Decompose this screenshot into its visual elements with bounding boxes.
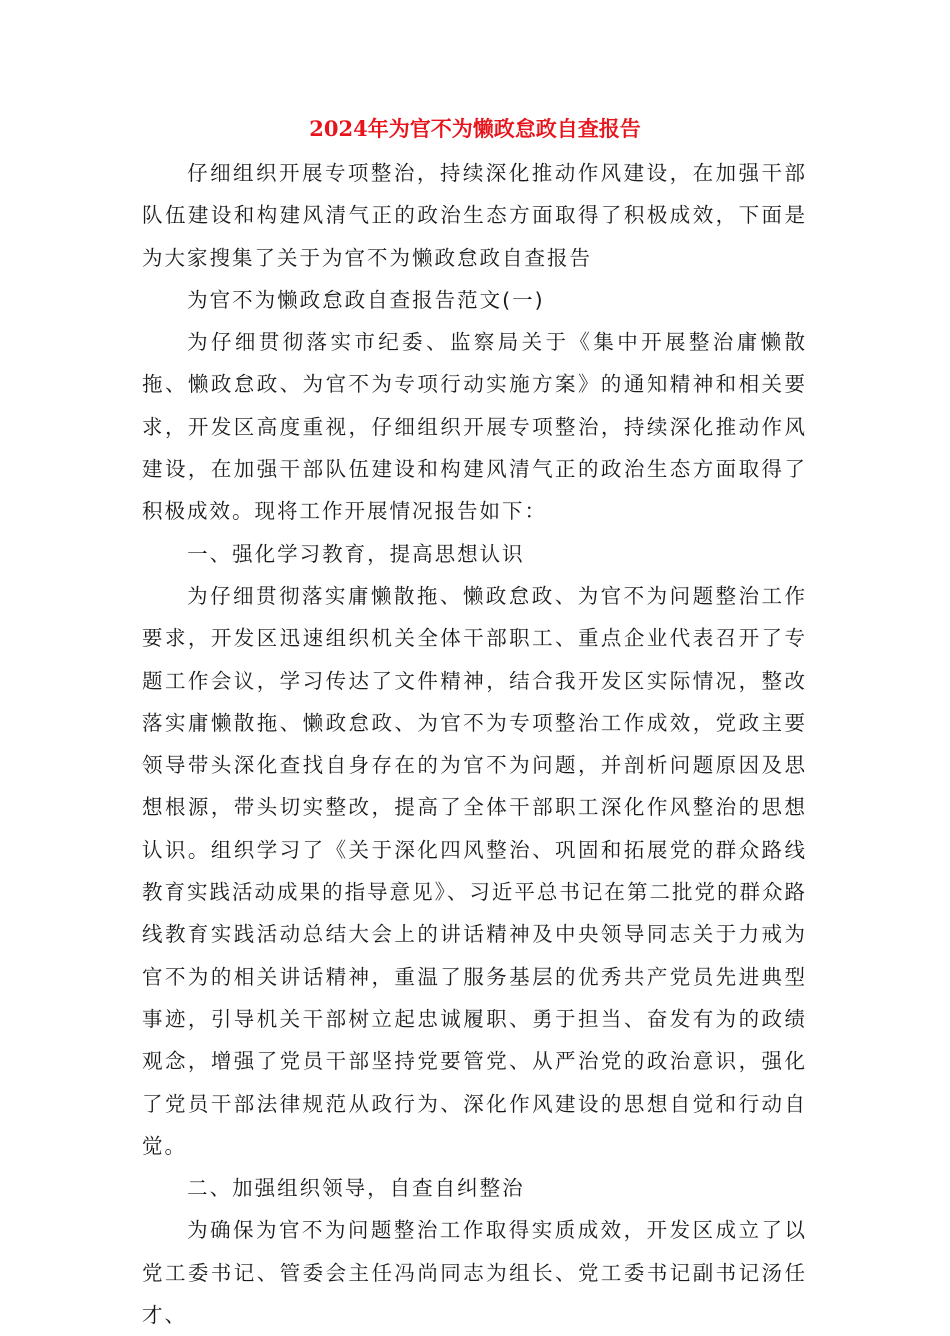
document-body bbox=[142, 152, 807, 1336]
section-heading-2: 二、加强组织领导，自查自纠整治 bbox=[187, 1176, 525, 1201]
sample-heading: 为官不为懒政怠政自查报告范文(一) bbox=[187, 287, 545, 312]
body-paragraph: 为仔细贯彻落实市纪委、监察局关于《集中开展整治庸懒散拖、懒政怠政、为官不为专项行动实施方案》的通知精神和相关要求，开发区高度重视，仔细组织开展专项整治，持续深化推动作风建设，在加强干部队伍建设和构建风清气正的政治生态方面取得了积极成效。现将工作开展情况报告如下： bbox=[142, 330, 807, 524]
document-title: 2024年为官不为懒政怠政自查报告 bbox=[309, 116, 641, 141]
section-heading-1: 一、强化学习教育，提高思想认识 bbox=[187, 541, 525, 566]
intro-paragraph: 仔细组织开展专项整治，持续深化推动作风建设，在加强干部队伍建设和构建风清气正的政治生态方面取得了积极成效，下面是为大家搜集了关于为官不为懒政怠政自查报告 bbox=[142, 161, 807, 270]
body-paragraph: 为仔细贯彻落实庸懒散拖、懒政怠政、为官不为问题整治工作要求，开发区迅速组织机关全体干部职工、重点企业代表召开了专题工作会议，学习传达了文件精神，结合我开发区实际情况，整改落实庸懒散拖、懒政怠政、为官不为专项整治工作成效，党政主要领导带头深化查找自身存在的为官不为问题，并剖析问题原因及思想根源，带头切实整改，提高了全体干部职工深化作风整治的思想认识。组织学习了《关于深化四风整治、巩固和拓展党的群众路线教育实践活动成果的指导意见》、习近平总书记在第二批党的群众路线教育实践活动总结大会上的讲话精神及中央领导同志关于力戒为官不为的相关讲话精神，重温了服务基层的优秀共产党员先进典型事迹，引导机关干部树立起忠诚履职、勇于担当、奋发有为的政绩观念，增强了党员干部坚持党要管党、从严治党的政治意识，强化了党员干部法律规范从政行为、深化作风建设的思想自觉和行动自觉。 bbox=[142, 583, 807, 1158]
body-paragraph: 为确保为官不为问题整治工作取得实质成效，开发区成立了以党工委书记、管委会主任冯尚同志为组长、党工委书记副书记汤任才、 bbox=[142, 1218, 807, 1328]
